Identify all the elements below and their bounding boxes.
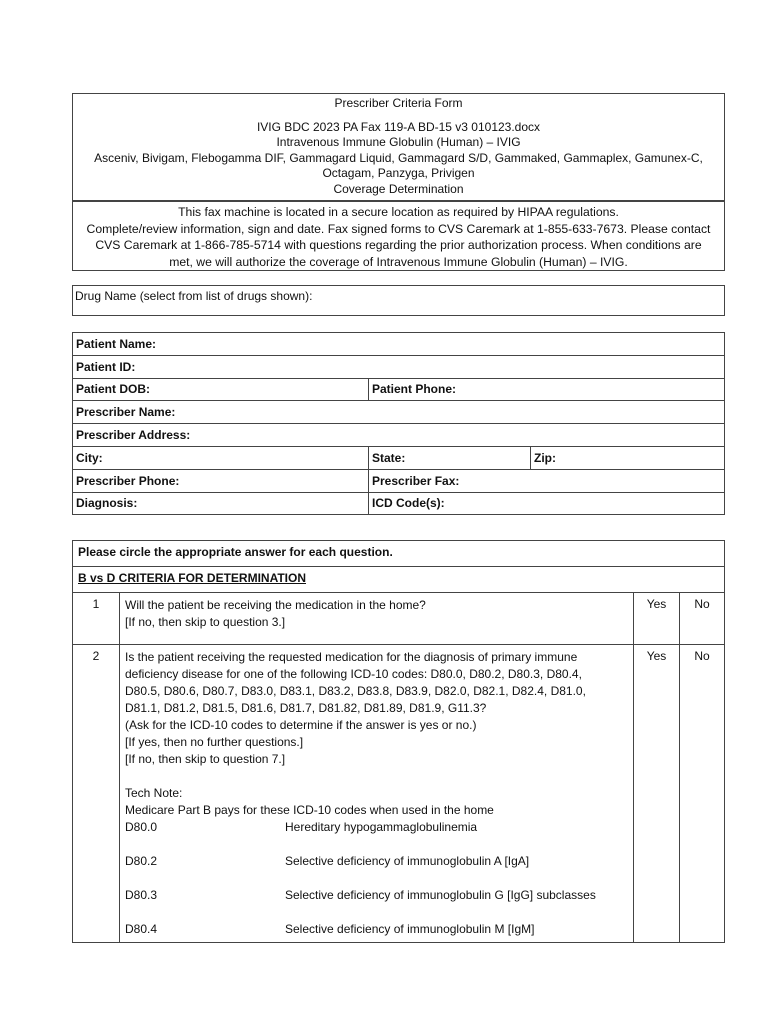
drug-name-field[interactable] [72,285,725,316]
icd-description: Selective deficiency of immunoglobulin M [IgM] [285,922,535,936]
patient-name-field[interactable]: Patient Name: [73,333,725,356]
prescriber-phone-field[interactable]: Prescriber Phone: [73,469,369,492]
section-heading: B vs D CRITERIA FOR DETERMINATION [78,571,307,585]
tech-note-label: Tech Note: [125,786,183,800]
icd-code: D80.0 [125,820,158,834]
state-field[interactable]: State: [369,446,531,469]
diagnosis-field[interactable] [73,492,369,515]
question-2-line-5: (Ask for the ICD-10 codes to determine if the answer is yes or no.) [125,718,477,732]
question-2-line-3: D80.5, D80.6, D80.7, D83.0, D83.1, D83.2, D83.8, D83.9, D82.0, D82.1, D82.4, D81.0, [125,684,586,698]
patient-id-field[interactable]: Patient ID: [73,355,725,378]
yes-option-q1[interactable]: Yes [634,593,680,645]
intro-line-4: met, we will authorize the coverage of Intravenous Immune Globulin (Human) – IVIG. [169,254,628,269]
patient-info-table [72,332,725,515]
question-1-line-2: [If no, then skip to question 3.] [125,615,286,629]
question-2-line-6: [If yes, then no further questions.] [125,735,304,749]
icd-description: Hereditary hypogammaglobulinemia [285,820,478,834]
icd-code: D80.2 [125,854,158,868]
icd-code: D80.4 [125,922,158,936]
city-field[interactable]: City: [73,446,369,469]
intro-line-3: CVS Caremark at 1-866-785-5714 with questions regarding the prior authorization process. When conditions are [95,238,702,252]
drug-list-line-2: Octagam, Panzyga, Privigen [322,166,475,180]
question-row-2 [73,645,725,943]
question-text [120,645,634,943]
question-row-1 [73,593,725,645]
question-2-line-7: [If no, then skip to question 7.] [125,752,286,766]
medicare-note: Medicare Part B pays for these ICD-10 codes when used in the home [125,803,494,817]
question-text [120,593,634,645]
intro-line-2: Complete/review information, sign and date. Fax signed forms to CVS Caremark at 1-855-633-7673. Please contact [86,221,711,236]
drug-class: Intravenous Immune Globulin (Human) – IVIG [276,135,521,149]
prescriber-address-field[interactable]: Prescriber Address: [73,424,725,447]
drug-name-label: Drug Name (select from list of drugs shown): [75,289,313,303]
drug-list-line-1: Asceniv, Bivigam, Flebogamma DIF, Gammagard Liquid, Gammagard S/D, Gammaked, Gammaplex, Gamunex-C, [94,150,703,165]
no-option-q2[interactable]: No [680,645,725,943]
question-number: 1 [73,593,120,645]
question-2-line-4: D81.1, D81.2, D81.5, D81.6, D81.7, D81.82, D81.89, D81.9, G11.3? [125,701,487,715]
patient-phone-field[interactable]: Patient Phone: [369,378,725,401]
question-number: 2 [73,645,120,943]
question-2-line-2: deficiency disease for one of the following ICD-10 codes: D80.0, D80.2, D80.3, D80.4, [125,667,582,681]
section-heading-row [73,567,725,593]
prescriber-name-field[interactable]: Prescriber Name: [73,401,725,424]
intro-notice [72,201,725,271]
questions-table [72,540,725,943]
form-title: Prescriber Criteria Form [334,96,463,110]
icd-code-list [125,819,628,938]
form-header [72,93,725,201]
icd-code-row [125,853,628,870]
icd-description: Selective deficiency of immunoglobulin G [IgG] subclasses [285,888,596,902]
zip-field[interactable]: Zip: [531,446,725,469]
prescriber-fax-field[interactable]: Prescriber Fax: [369,469,725,492]
instruction-row: Please circle the appropriate answer for each question. [73,541,725,567]
icd-code-row [125,921,628,938]
patient-dob-field[interactable]: Patient DOB: [73,378,369,401]
document-name: IVIG BDC 2023 PA Fax 119-A BD-15 v3 010123.docx [256,119,541,134]
yes-option-q2[interactable]: Yes [634,645,680,943]
icd-description: Selective deficiency of immunoglobulin A [IgA] [285,854,530,868]
icd-code: D80.3 [125,888,158,902]
icd-code-row [125,819,628,836]
no-option-q1[interactable]: No [680,593,725,645]
determination-type: Coverage Determination [333,181,464,196]
question-1-line-1: Will the patient be receiving the medication in the home? [125,598,426,612]
icd-codes-field[interactable]: ICD Code(s): [369,492,725,515]
diagnosis-label: Diagnosis: [76,496,138,511]
intro-line-1: This fax machine is located in a secure location as required by HIPAA regulations. [178,205,619,219]
icd-code-row [125,887,628,904]
question-2-line-1: Is the patient receiving the requested medication for the diagnosis of primary immune [125,650,578,664]
